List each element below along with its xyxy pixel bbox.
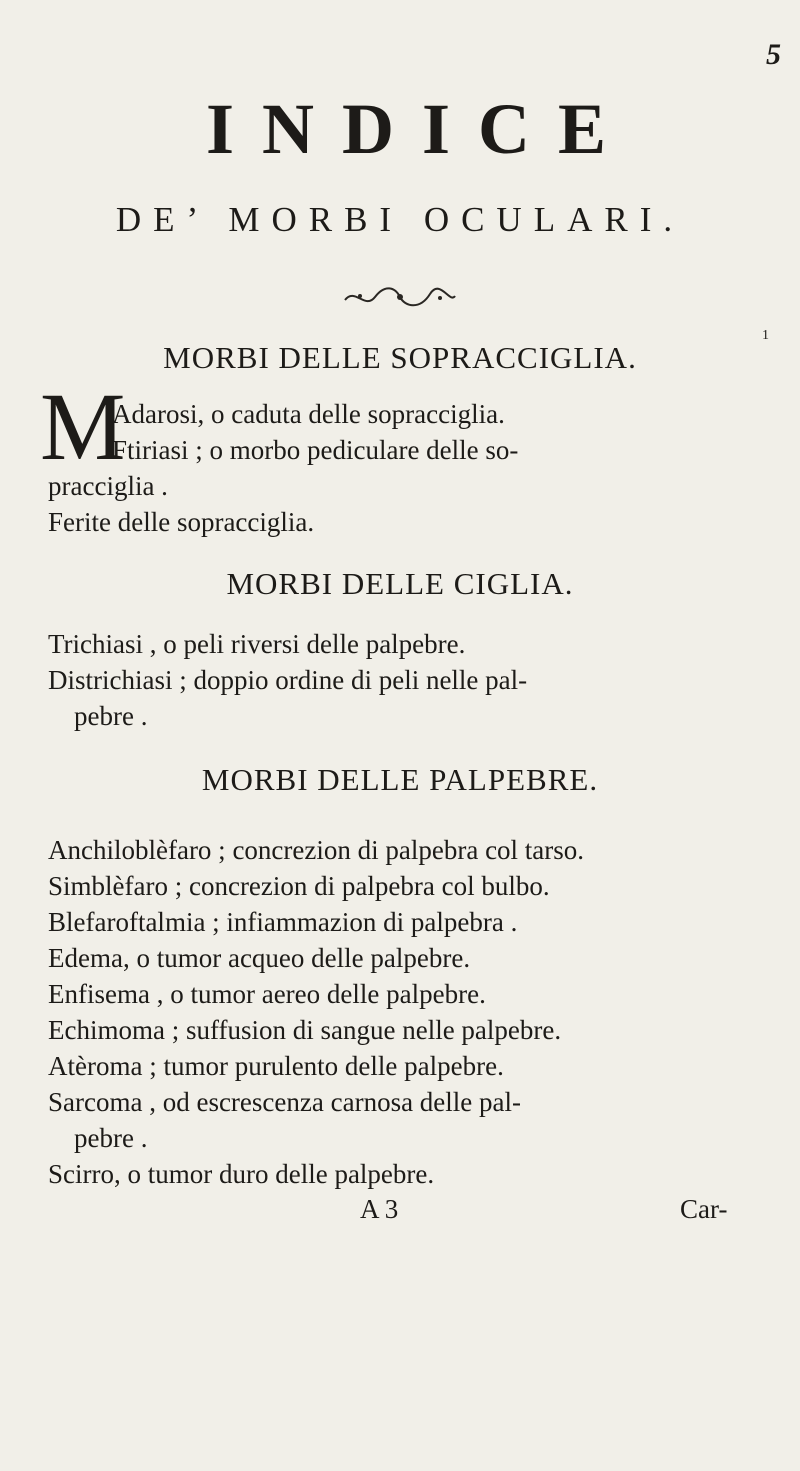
section-heading: MORBI DELLE CIGLIA. — [226, 566, 574, 601]
entry-line: Enfisema , o tumor aereo delle palpebre. — [48, 979, 486, 1009]
dropcap: M — [40, 373, 126, 480]
page-title: INDICE — [205, 89, 635, 169]
entry-line: Simblèfaro ; concrezion di palpebra col bulbo. — [48, 871, 550, 901]
ornament-icon — [340, 282, 460, 312]
page-number: 5 — [766, 38, 781, 71]
section-heading: MORBI DELLE SOPRACCIGLIA. — [163, 340, 637, 375]
entry-line: Anchiloblèfaro ; concrezion di palpebra col tarso. — [48, 835, 585, 865]
entry-line: Scirro, o tumor duro delle palpebre. — [48, 1159, 435, 1189]
entry-line: Ftiriasi ; o morbo pediculare delle so- — [112, 435, 519, 465]
entry-line: Blefaroftalmia ; infiammazion di palpebra . — [48, 907, 518, 937]
page-subtitle: DE’ MORBI OCULARI. — [115, 200, 685, 239]
entry-line: pebre . — [74, 701, 148, 731]
entry-line: pebre . — [74, 1123, 148, 1153]
entry-line: Atèroma ; tumor purulento delle palpebre. — [48, 1051, 504, 1081]
signature-mark: A 3 — [360, 1194, 399, 1224]
section-heading: MORBI DELLE PALPEBRE. — [201, 762, 599, 797]
entry-line: Districhiasi ; doppio ordine di peli nelle pal- — [48, 665, 528, 695]
entry-line: Adarosi, o caduta delle sopracciglia. — [112, 399, 505, 429]
entry-line: Ferite delle sopracciglia. — [48, 507, 315, 537]
catchword: Car- — [680, 1194, 728, 1224]
entry-line: Echimoma ; suffusion di sangue nelle palpebre. — [48, 1015, 562, 1045]
entry-line: pracciglia . — [48, 471, 168, 501]
entry-line: Trichiasi , o peli riversi delle palpebre. — [48, 629, 466, 659]
side-mark: 1 — [762, 328, 769, 343]
entry-line: Edema, o tumor acqueo delle palpebre. — [48, 943, 471, 973]
entry-line: Sarcoma , od escrescenza carnosa delle pal- — [48, 1087, 522, 1117]
